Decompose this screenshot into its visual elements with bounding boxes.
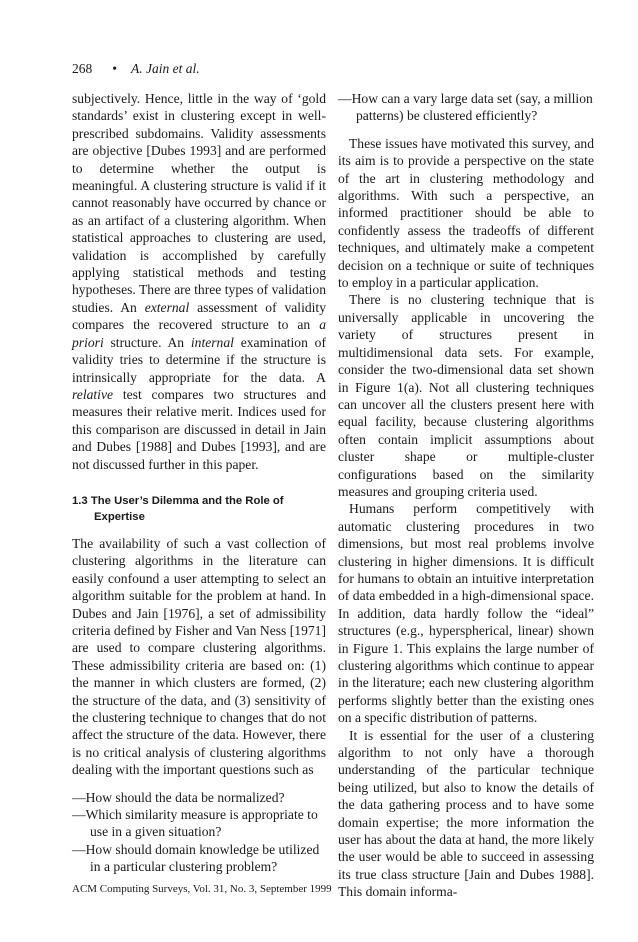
question-item: —How can a vary large data set (say, a million patterns) be clustered efficiently? [338, 91, 593, 124]
paragraph-users-dilemma: The availability of such a vast collection of clustering algorithms in the literature can easily confound a user attempting to select an algorithm suitable for the problem at hand. In Dubes and Jain [1976], a set of admissibility criteria defined by Fisher and Van Ness [1971] are used to compare clustering algorithms. These admissibility criteria are based on: (1) the manner in which clusters are formed, (2) the structure of the data, and (3) sensitivity of the clustering technique to changes that do not affect the structure of the data. However, there is no critical analysis of clustering algorithms dealing with the important questions such as [72, 535, 326, 778]
text-run: examination of validity tries to determine if the structure is intrinsically appropriate for the data. A [72, 334, 326, 385]
page-number: 268 [72, 61, 93, 76]
running-author: A. Jain et al. [130, 61, 200, 76]
text-run: structure. An [103, 334, 191, 350]
question-item: —Which similarity measure is appropriate to use in a given situation? [72, 807, 318, 840]
text-run: assessment of validity compares the recovered structure to an [72, 299, 326, 333]
text-run: subjectively. Hence, little in the way of ‘gold standards’ exist in clustering except in well-prescribed subdomains. Validity assessments are objective [Dubes 1993] and are performed to determine whether the output is meaningful. A clustering structure is valid if it cannot reasonably have occurred by chance or as an artifact of a clustering algorithm. When statistical approaches to clustering are used, validation is accomplished by carefully applying statistical methods and testing hypotheses. There are three types of validation studies. An [72, 91, 326, 315]
paragraph-motivation: These issues have motivated this survey, and its aim is to provide a perspective on the state of the art in clustering methodology and algorithms. With such a perspective, an informed practitioner should be able to confidently assess the tradeoffs of different techniques, and ultimately make a competent decision on a technique or suite of techniques to employ in a particular application. [338, 135, 594, 291]
paragraph-domain-expertise: It is essential for the user of a clustering algorithm to not only have a thorough understanding of the particular technique being utilized, but also to know the details of the data gathering process and to have some domain expertise; the more information the user has about the data at hand, the more likely the user would be able to succeed in assessing its true class structure [Jain and Dubes 1988]. This domain informa- [338, 727, 594, 900]
right-column [338, 90, 594, 901]
paragraph-humans-perform: Humans perform competitively with automatic clustering procedures in two dimensions, but most real problems involve clustering in higher dimensions. It is difficult for humans to obtain an intuitive interpretation of data embedded in a high-dimensional space. In addition, data hardly follow the “ideal” structures (e.g., hyperspherical, linear) shown in Figure 1. This explains the large number of clustering algorithms which continue to appear in the literature; each new clustering algorithm performs slightly better than the existing ones on a specific distribution of patterns. [338, 501, 594, 726]
italic-term: relative [72, 386, 114, 402]
italic-term: internal [190, 334, 234, 350]
question-item: —How should the data be normalized? [72, 789, 285, 805]
italic-term: a priori [72, 317, 326, 350]
italic-term: external [144, 299, 190, 315]
text-run: test compares two structures and measures their relative merit. Indices used for this comparison are discussed in detail in Jain and Dubes [1988] and Dubes [1993], and are not discussed further in this paper. [72, 386, 326, 472]
paragraph-no-universal-technique: There is no clustering technique that is universally applicable in uncovering the variety of structures present in multidimensional data sets. For example, consider the two-dimensional data set shown in Figure 1(a). Not all clustering techniques can uncover all the clusters present here with equal facility, because clustering algorithms often contain implicit assumptions about cluster shape or multiple-cluster configurations based on the similarity measures and grouping criteria used. [338, 292, 594, 499]
paragraph-validity [72, 90, 326, 473]
header-bullet: • [112, 61, 117, 76]
question-item: —How should domain knowledge be utilized in a particular clustering problem? [72, 841, 320, 875]
running-header [72, 61, 200, 77]
journal-footer: ACM Computing Surveys, Vol. 31, No. 3, September 1999 [72, 883, 332, 895]
section-heading: 1.3 The User’s Dilemma and the Role of Expertise [72, 494, 284, 523]
left-column [72, 90, 326, 876]
